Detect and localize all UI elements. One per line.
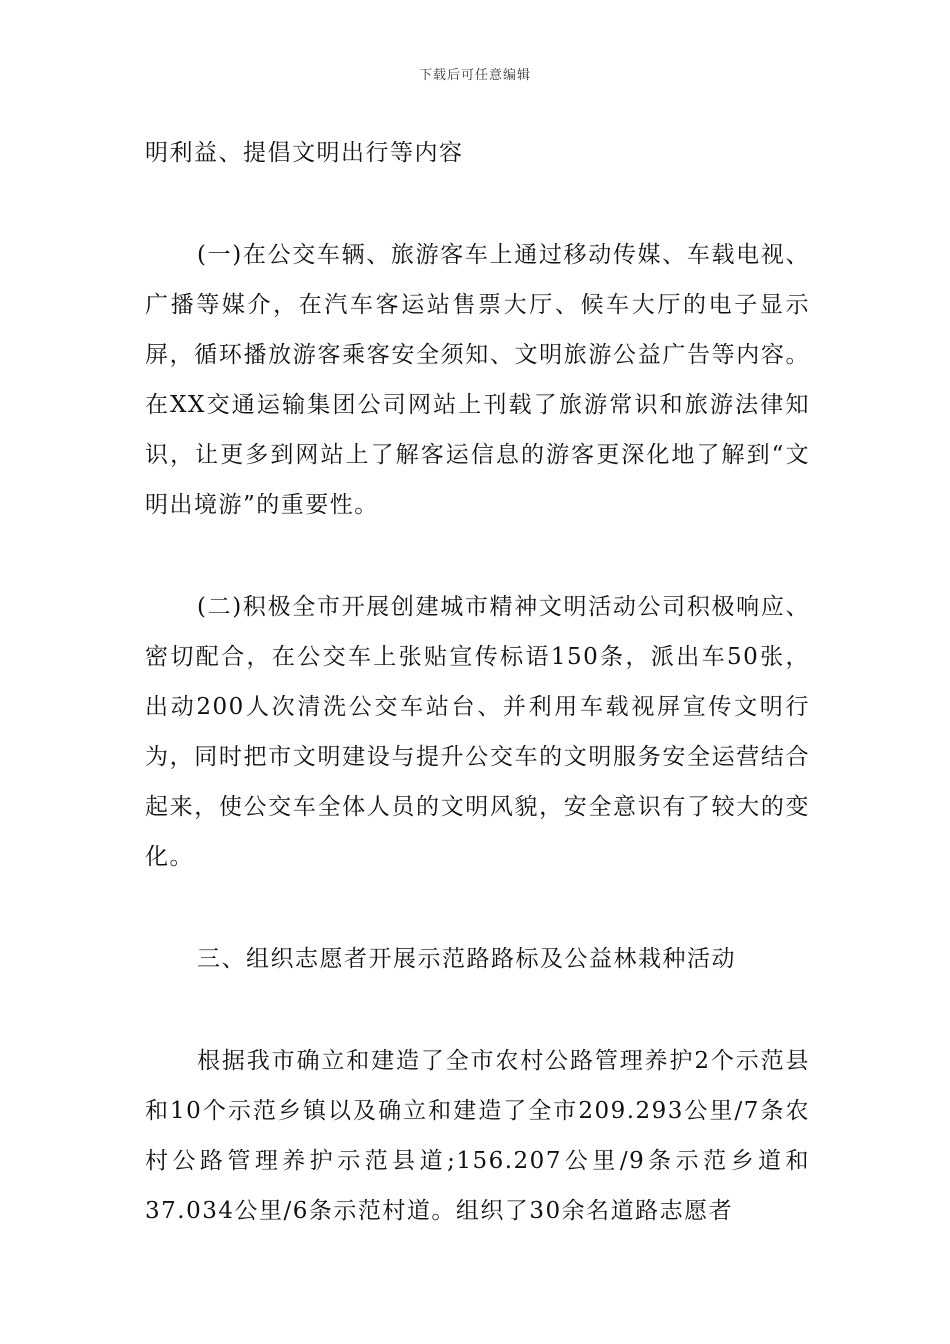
paragraph-section-one: (一)在公交车辆、旅游客车上通过移动传媒、车载电视、广播等媒介，在汽车客运站售票大厅、候车大厅的电子显示屏，循环播放游客乘客安全须知、文明旅游公益广告等内容。在XX交通运输集团公司网站上刊载了旅游常识和旅游法律知识，让更多到网站上了解客运信息的游客更深化地了解到“文明出境游”的重要性。: [145, 242, 810, 518]
document-body: [145, 128, 810, 1236]
paragraph-continuation: 明利益、提倡文明出行等内容: [145, 140, 464, 166]
paragraph-section-three-body: 根据我市确立和建造了全市农村公路管理养护2个示范县和10个示范乡镇以及确立和建造了全市209.293公里/7条农村公路管理养护示范县道;156.207公里/9条示范乡道和37.034公里/6条示范村道。组织了30余名道路志愿者: [145, 1048, 810, 1224]
page-header-note: 下载后可任意编辑: [418, 68, 531, 83]
paragraph-section-two: (二)积极全市开展创建城市精神文明活动公司积极响应、密切配合，在公交车上张贴宣传标语150条，派出车50张，出动200人次清洗公交车站台、并利用车载视屏宣传文明行为，同时把市文明建设与提升公交车的文明服务安全运营结合起来，使公交车全体人员的文明风貌，安全意识有了较大的变化。: [145, 594, 810, 870]
section-heading-three: 三、组织志愿者开展示范路路标及公益林栽种活动: [197, 946, 736, 972]
